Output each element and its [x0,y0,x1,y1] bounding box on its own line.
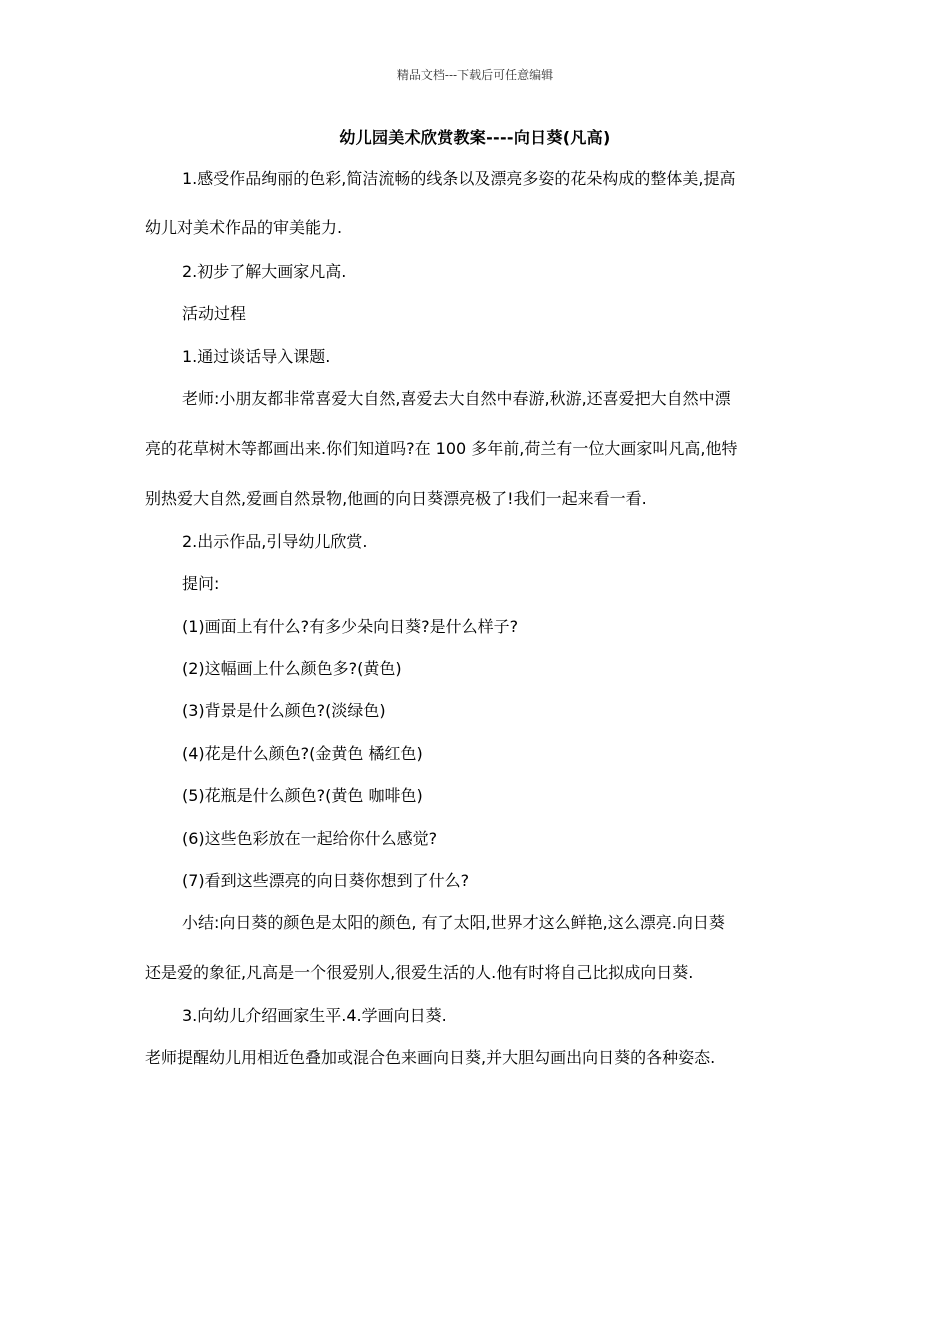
questions-label: 提问: [182,574,220,593]
question-1: (1)画面上有什么?有多少朵向日葵?是什么样子? [182,617,519,636]
teacher-speech-line-3: 别热爱大自然,爱画自然景物,他画的向日葵漂亮极了!我们一起来看一看. [145,489,647,508]
summary-line-1: 小结:向日葵的颜色是太阳的颜色, 有了太阳,世界才这么鲜艳,这么漂亮.向日葵 [182,913,725,932]
objective-1-line-2: 幼儿对美术作品的审美能力. [145,218,343,237]
question-4: (4)花是什么颜色?(金黄色 橘红色) [182,744,423,763]
steps-3-4: 3.向幼儿介绍画家生平.4.学画向日葵. [182,1006,447,1025]
question-2: (2)这幅画上什么颜色多?(黄色) [182,659,402,678]
question-6: (6)这些色彩放在一起给你什么感觉? [182,829,438,848]
page-header-watermark: 精品文档---下载后可任意编辑 [396,68,554,82]
summary-line-2: 还是爱的象征,凡高是一个很爱别人,很爱生活的人.他有时将自己比拟成向日葵. [145,963,694,982]
objective-2: 2.初步了解大画家凡高. [182,262,347,281]
teacher-reminder: 老师提醒幼儿用相近色叠加或混合色来画向日葵,并大胆勾画出向日葵的各种姿态. [145,1048,716,1067]
teacher-speech-line-1: 老师:小朋友都非常喜爱大自然,喜爱去大自然中春游,秋游,还喜爱把大自然中漂 [182,389,731,408]
teacher-speech-line-2: 亮的花草树木等都画出来.你们知道吗?在 100 多年前,荷兰有一位大画家叫凡高,他特 [145,439,738,458]
question-3: (3)背景是什么颜色?(淡绿色) [182,701,386,720]
section-heading-activity-process: 活动过程 [182,304,247,323]
step-1: 1.通过谈话导入课题. [182,347,331,366]
document-title: 幼儿园美术欣赏教案----向日葵(凡高) [339,128,611,147]
objective-1-line-1: 1.感受作品绚丽的色彩,简洁流畅的线条以及漂亮多姿的花朵构成的整体美,提高 [182,169,736,188]
step-2: 2.出示作品,引导幼儿欣赏. [182,532,368,551]
question-5: (5)花瓶是什么颜色?(黄色 咖啡色) [182,786,423,805]
question-7: (7)看到这些漂亮的向日葵你想到了什么? [182,871,470,890]
